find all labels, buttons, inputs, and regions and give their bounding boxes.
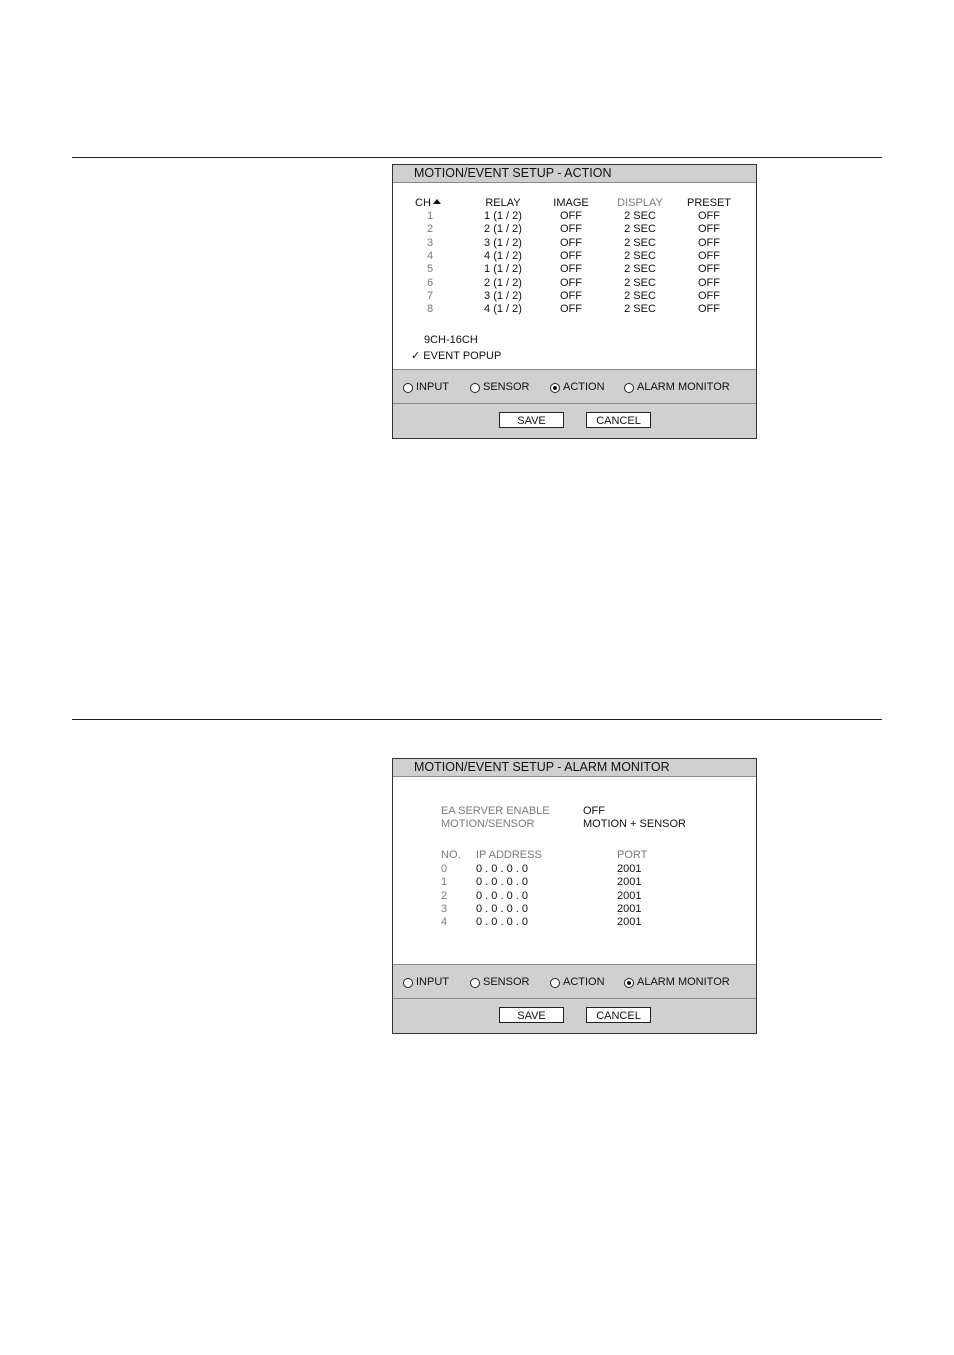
cell-no: 0 (441, 863, 448, 875)
action-setup-panel (392, 164, 757, 439)
cell-port[interactable]: 2001 (617, 876, 642, 889)
action-tab-bar (393, 369, 756, 404)
section-divider-middle (72, 719, 882, 720)
cell-preset[interactable]: OFF (698, 276, 720, 289)
tab-input-label: INPUT (416, 976, 449, 988)
cell-image[interactable]: OFF (560, 210, 582, 222)
cell-display[interactable]: 2 SEC (624, 249, 656, 262)
cell-image[interactable]: OFF (560, 263, 582, 276)
cell-ch: 3 (427, 236, 434, 249)
motion-sensor-value[interactable]: MOTION + SENSOR (583, 818, 686, 830)
tab-alarm-monitor[interactable] (624, 381, 730, 394)
cell-relay[interactable]: 2 (1 / 2) (484, 223, 522, 236)
cell-no: 2 (441, 889, 448, 902)
section-divider-top (72, 157, 882, 158)
motion-sensor-label: MOTION/SENSOR (441, 818, 535, 830)
cell-display[interactable]: 2 SEC (624, 223, 656, 236)
cell-image[interactable]: OFF (560, 276, 582, 289)
cell-relay[interactable]: 2 (1 / 2) (484, 276, 522, 289)
cell-port[interactable]: 2001 (617, 863, 642, 875)
column-header-ch[interactable] (415, 197, 445, 210)
cell-ip[interactable]: 0 . 0 . 0 . 0 (476, 902, 528, 915)
cell-no: 4 (441, 916, 448, 929)
cell-display[interactable]: 2 SEC (624, 210, 656, 222)
cell-preset[interactable]: OFF (698, 263, 720, 276)
cell-preset[interactable]: OFF (698, 223, 720, 236)
radio-icon (470, 383, 480, 393)
cell-ip[interactable]: 0 . 0 . 0 . 0 (476, 876, 528, 889)
cell-port[interactable]: 2001 (617, 916, 642, 929)
cell-image[interactable]: OFF (560, 236, 582, 249)
tab-action-label: ACTION (563, 976, 605, 988)
tab-sensor[interactable] (470, 381, 529, 394)
radio-icon (403, 978, 413, 988)
cell-port[interactable]: 2001 (617, 902, 642, 915)
column-header-no: NO. (441, 849, 461, 861)
tab-action[interactable] (550, 976, 605, 989)
cell-image[interactable]: OFF (560, 249, 582, 262)
cell-port[interactable]: 2001 (617, 889, 642, 902)
cell-ip[interactable]: 0 . 0 . 0 . 0 (476, 889, 528, 902)
column-header-image[interactable]: IMAGE (553, 197, 589, 209)
radio-selected-icon (624, 978, 634, 988)
event-popup-checkbox[interactable] (411, 350, 501, 363)
column-header-ip-address: IP ADDRESS (476, 849, 542, 861)
checkmark-icon: ✓ (411, 350, 421, 362)
action-button-bar (393, 403, 756, 438)
column-header-display[interactable]: DISPLAY (617, 197, 663, 209)
cell-display[interactable]: 2 SEC (624, 263, 656, 276)
column-header-relay[interactable]: RELAY (485, 197, 521, 209)
cell-image[interactable]: OFF (560, 303, 582, 316)
cell-display[interactable]: 2 SEC (624, 236, 656, 249)
cell-display[interactable]: 2 SEC (624, 289, 656, 302)
tab-alarm-monitor-label: ALARM MONITOR (637, 976, 730, 988)
tab-action-label: ACTION (563, 381, 605, 393)
cell-display[interactable]: 2 SEC (624, 276, 656, 289)
tab-input-label: INPUT (416, 381, 449, 393)
save-button[interactable]: SAVE (499, 412, 564, 428)
cell-image[interactable]: OFF (560, 223, 582, 236)
column-header-preset[interactable]: PRESET (686, 197, 731, 209)
cell-ch: 8 (427, 303, 434, 316)
cell-preset[interactable]: OFF (698, 210, 720, 222)
tab-alarm-monitor[interactable] (624, 976, 730, 989)
cancel-button[interactable]: CANCEL (586, 412, 651, 428)
cell-relay[interactable]: 1 (1 / 2) (484, 263, 522, 276)
cell-no: 3 (441, 902, 448, 915)
sort-ascending-icon (433, 199, 441, 204)
cell-relay[interactable]: 1 (1 / 2) (484, 210, 522, 222)
save-button[interactable]: SAVE (499, 1007, 564, 1023)
cell-relay[interactable]: 3 (1 / 2) (484, 236, 522, 249)
cell-ch: 7 (427, 289, 434, 302)
alarm-monitor-panel (392, 758, 757, 1034)
radio-icon (470, 978, 480, 988)
cell-no: 1 (441, 876, 448, 889)
radio-selected-icon (550, 383, 560, 393)
alarm-button-bar (393, 998, 756, 1033)
event-popup-label: EVENT POPUP (423, 350, 502, 362)
tab-sensor-label: SENSOR (483, 976, 530, 988)
cell-preset[interactable]: OFF (698, 249, 720, 262)
alarm-tab-bar (393, 964, 756, 999)
alarm-panel-title: MOTION/EVENT SETUP - ALARM MONITOR (393, 759, 756, 777)
server-enable-label: EA SERVER ENABLE (441, 805, 550, 817)
server-enable-value[interactable]: OFF (583, 805, 605, 817)
cell-ch: 6 (427, 276, 434, 289)
cell-ip[interactable]: 0 . 0 . 0 . 0 (476, 916, 528, 929)
cell-relay[interactable]: 4 (1 / 2) (484, 303, 522, 316)
cell-relay[interactable]: 4 (1 / 2) (484, 249, 522, 262)
channel-range-link[interactable]: 9CH-16CH (424, 334, 478, 346)
tab-alarm-monitor-label: ALARM MONITOR (637, 381, 730, 393)
cell-ch: 4 (427, 249, 434, 262)
cell-preset[interactable]: OFF (698, 236, 720, 249)
cell-ip[interactable]: 0 . 0 . 0 . 0 (476, 863, 528, 875)
tab-action[interactable] (550, 381, 605, 394)
tab-input[interactable] (403, 976, 449, 989)
tab-sensor[interactable] (470, 976, 529, 989)
tab-sensor-label: SENSOR (483, 381, 530, 393)
column-header-port: PORT (617, 849, 648, 861)
cell-ch: 1 (427, 210, 434, 222)
cell-preset[interactable]: OFF (698, 303, 720, 316)
cancel-button[interactable]: CANCEL (586, 1007, 651, 1023)
column-header-ch-label: CH (415, 197, 431, 209)
radio-icon (403, 383, 413, 393)
cell-ch: 5 (427, 263, 434, 276)
radio-icon (624, 383, 634, 393)
cell-relay[interactable]: 3 (1 / 2) (484, 289, 522, 302)
cell-image[interactable]: OFF (560, 289, 582, 302)
cell-display[interactable]: 2 SEC (624, 303, 656, 316)
radio-icon (550, 978, 560, 988)
cell-preset[interactable]: OFF (698, 289, 720, 302)
tab-input[interactable] (403, 381, 449, 394)
cell-ch: 2 (427, 223, 434, 236)
action-panel-title: MOTION/EVENT SETUP - ACTION (393, 165, 756, 183)
